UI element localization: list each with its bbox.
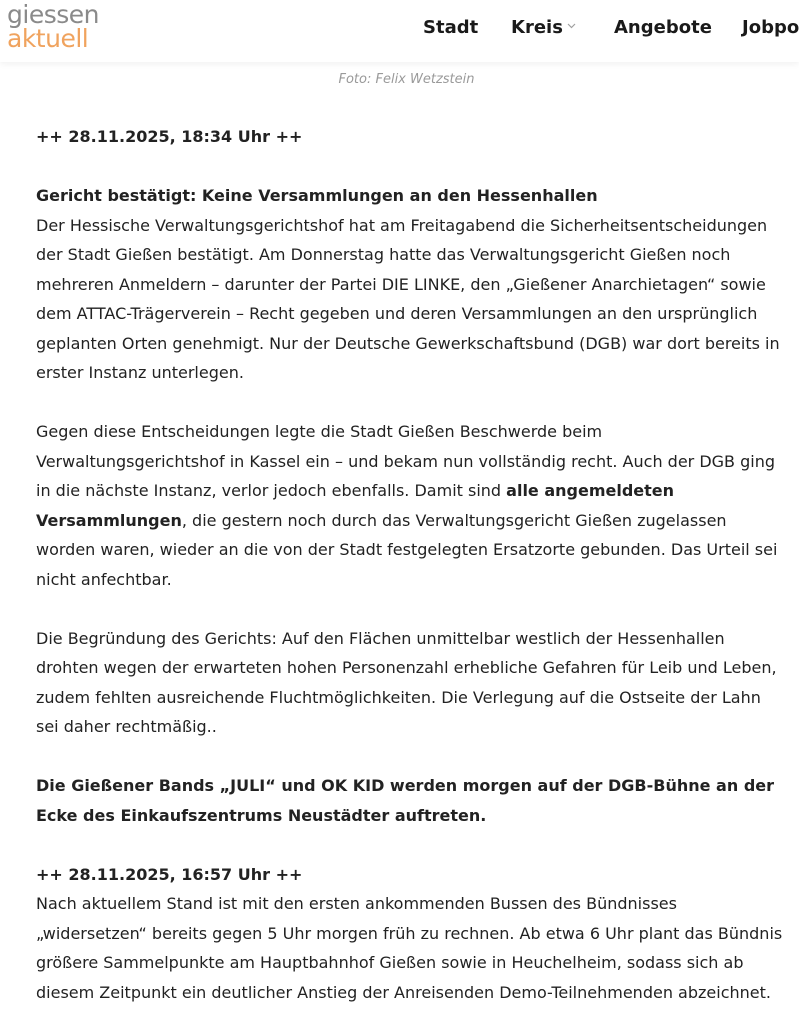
article-body [36,122,788,1007]
paragraph-complaint-bold: alle angemeldeten Versammlungen [36,481,675,530]
site-header [0,0,799,62]
nav-item-angebote[interactable]: Angebote [614,17,712,38]
photo-credit: Foto: Felix Wetzstein [338,72,475,87]
logo-text-giessen: giessen [7,0,99,29]
paragraph-bands-announcement: Die Gießener Bands „JULI“ und OK KID werden morgen auf der DGB-Bühne an der Ecke des Einkaufszentrums Neustädter auftreten. [36,776,775,825]
paragraph-complaint-text-1: Gegen diese Entscheidungen legte die Stadt Gießen Beschwerde beim Verwaltungsgerichtshof in Kassel ein – und bekam nun vollständig recht. Auch der DGB ging in die nächste Instanz, verlor jedoch ebenfalls. Damit sind [36,422,776,500]
nav-item-stadt[interactable]: Stadt [423,17,479,38]
timestamp-1834: ++ 28.11.2025, 18:34 Uhr ++ [36,127,303,146]
paragraph-reasoning: Die Begründung des Gerichts: Auf den Flächen unmittelbar westlich der Hessenhallen drohten wegen der erwarteten hohen Personenzahl erhebliche Gefahren für Leib und Leben, zudem fehlten ausreichende Fluchtmöglichkeiten. Die Verlegung auf die Ostseite der Lahn sei daher rechtmäßig.. [36,628,777,736]
nav-item-jobportal[interactable]: Jobpo [742,17,799,38]
timestamp-1657: ++ 28.11.2025, 16:57 Uhr ++ [36,864,303,884]
paragraph-buses: Nach aktuellem Stand ist mit den ersten ankommenden Bussen des Bündnisses „widersetzen“ bereits gegen 5 Uhr morgen früh zu rechnen. Ab etwa 6 Uhr plant das Bündnis größere Sammelpunkte am Hauptbahnhof Gießen sowie in Heuchelheim, sodass sich ab diesem Zeitpunkt ein deutlicher Anstieg der Anreisenden Demo-Teilnehmenden abzeichnet. [36,894,783,1002]
paragraph-complaint-text-2: , die gestern noch durch das Verwaltungsgericht Gießen zugelassen worden waren, wieder an die von der Stadt festgelegten Ersatzorte gebunden. Das Urteil sei nicht anfechtbar. [36,510,778,589]
paragraph-complaint [36,417,788,594]
paragraph-court-ruling: Der Hessische Verwaltungsgerichtshof hat am Freitagabend die Sicherheitsentscheidungen der Stadt Gießen bestätigt. Am Donnerstag hatte das Verwaltungsgericht Gießen noch mehreren Anmeldern – darunter der Partei DIE LINKE, den „Gießener Anarchietagen“ sowie dem ATTAC-Trägerverein – Recht gegeben und deren Versammlungen an den ursprünglich geplanten Orten genehmigt. Nur der Deutsche Gewerkschaftsbund (DGB) war dort bereits in erster Instanz unterlegen. [36,215,780,382]
main-nav [0,16,799,40]
chevron-down-icon[interactable] [567,23,576,29]
logo-text-aktuell: aktuell [7,24,89,53]
nav-item-kreis[interactable]: Kreis [511,17,563,38]
section-heading: Gericht bestätigt: Keine Versammlungen an den Hessenhallen [36,186,598,205]
